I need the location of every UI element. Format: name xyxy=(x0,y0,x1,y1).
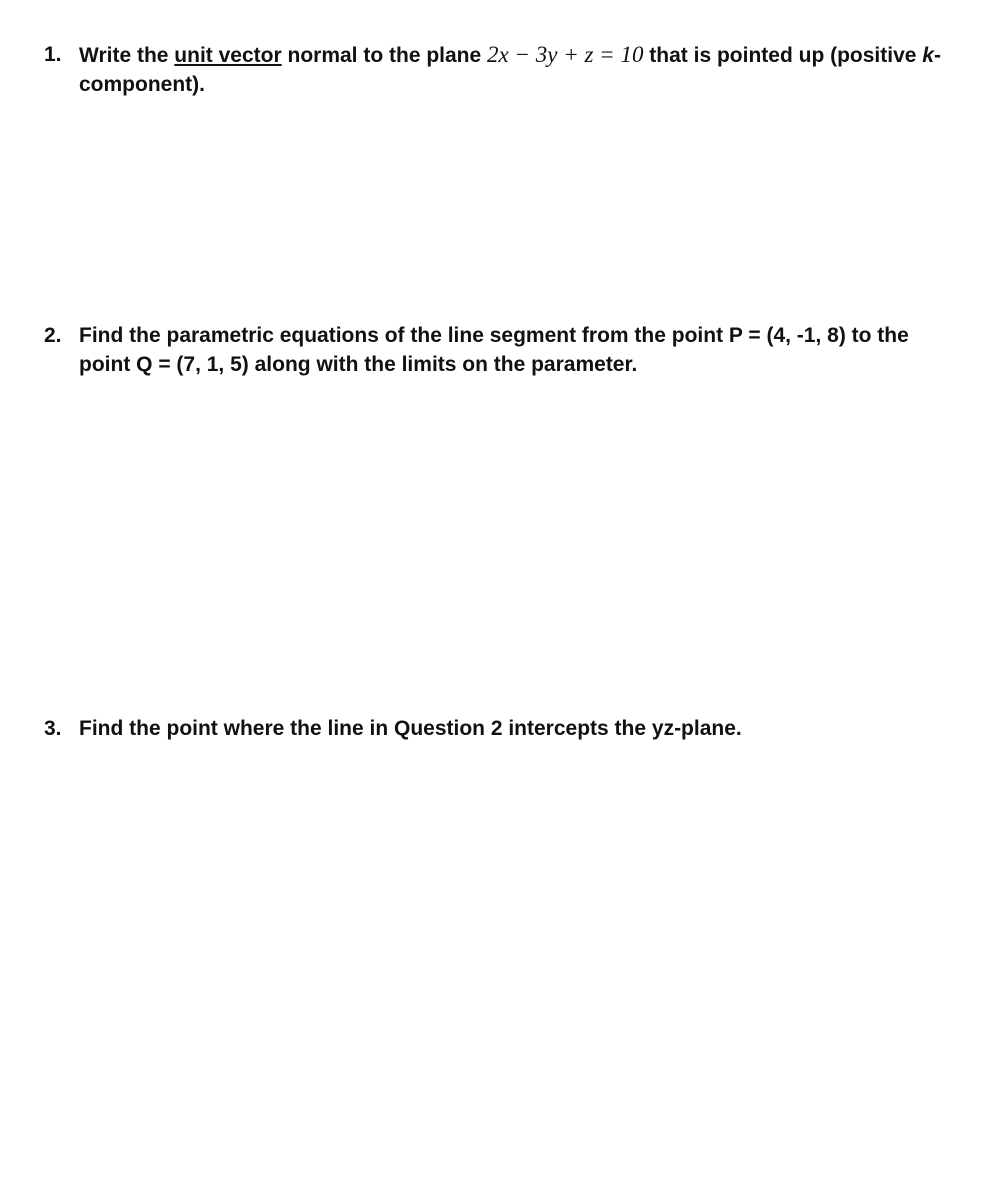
question-number: 2. xyxy=(44,324,62,347)
question-3 xyxy=(44,714,944,743)
question-text-part: that is pointed up (positive xyxy=(643,44,923,67)
plane-equation: 2x − 3y + z = 10 xyxy=(487,42,644,67)
question-text-part: Write the xyxy=(79,44,175,67)
question-text: Find the parametric equations of the line segment from the point P = (4, -1, 8) to the point Q = (7, 1, 5) along with the limits on the parameter. xyxy=(79,324,909,376)
question-text: Find the point where the line in Question 2 intercepts the yz-plane. xyxy=(79,717,742,740)
question-number: 1. xyxy=(44,43,62,66)
k-variable: k xyxy=(922,44,934,67)
question-2 xyxy=(44,321,944,379)
underlined-term: unit vector xyxy=(174,44,282,67)
question-number: 3. xyxy=(44,717,62,740)
question-1 xyxy=(44,40,944,99)
question-text-part: normal to the plane xyxy=(281,44,488,67)
question-text xyxy=(79,40,944,99)
question-text-part: -component). xyxy=(79,44,941,96)
